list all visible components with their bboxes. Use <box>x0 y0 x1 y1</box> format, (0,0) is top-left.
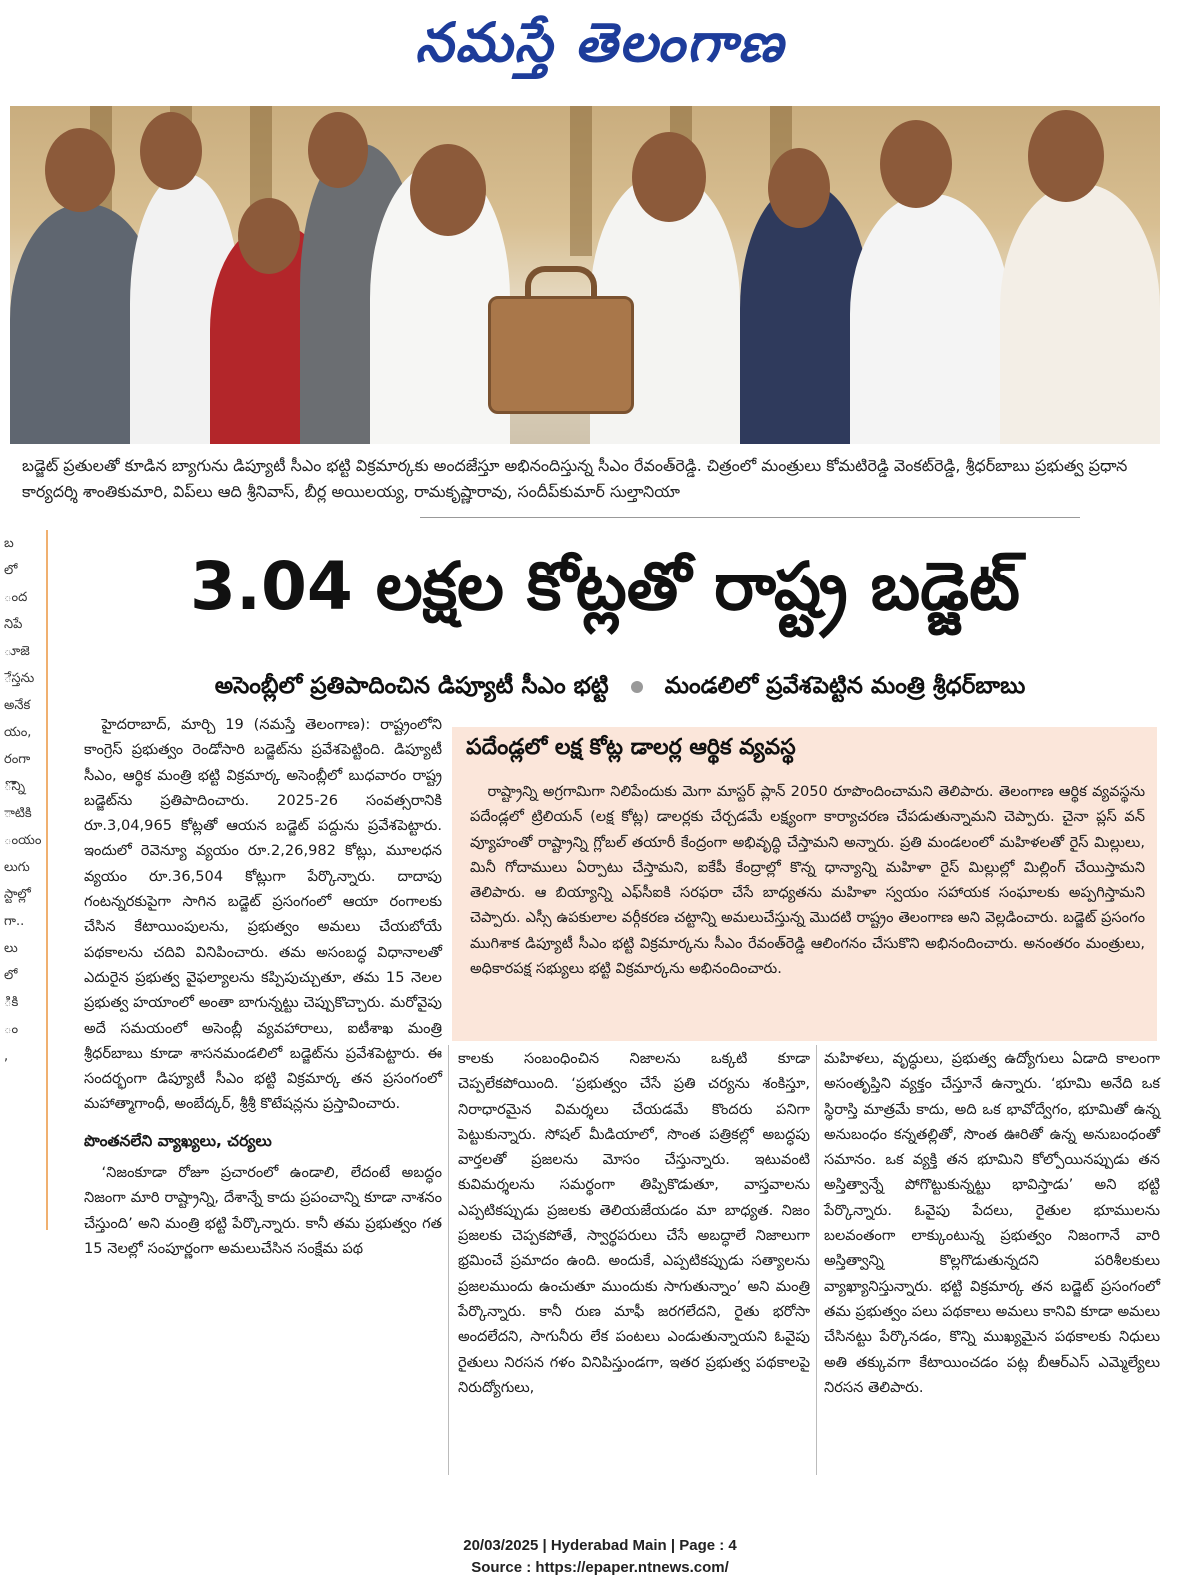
fragment-line: ొన్ని <box>4 779 26 794</box>
person-head <box>880 120 952 208</box>
highlight-box <box>452 727 1157 1041</box>
fragment-line: నిపే <box>4 617 23 632</box>
article-column-3 <box>824 1046 1160 1400</box>
person-head <box>45 128 115 212</box>
person-head <box>410 144 486 236</box>
fragment-line: రంగా <box>4 752 31 767</box>
subheadline <box>60 668 1180 704</box>
fragment-line: యం, <box>4 725 32 740</box>
fragment-line: లో <box>4 968 18 983</box>
section-subheading: పొంతనలేని వ్యాఖ్యలు, చర్యలు <box>84 1131 272 1150</box>
page-footer <box>0 1535 1200 1579</box>
fragment-line: లుగు <box>4 860 30 875</box>
box-paragraph: రాష్ట్రాన్ని అగ్రగామిగా నిలిపేందుకు మెగా మాస్టర్ ప్లాన్ 2050 రూపొందించామని తెలిపారు. తెలంగాణ ఆర్థిక వ్యవస్థను పదేండ్లలో ట్రిలియన్ (లక్ష కోట్ల) డాలర్లకు చేర్చడమే లక్ష్యంగా కార్యాచరణ చేపడుతున్నామని చెప్పారు. చైనా ప్లస్ వన్ వ్యూహంతో రాష్ట్రాన్ని గ్లోబల్ తయారీ కేంద్రంగా అభివృద్ధి చేస్తామని అన్నారు. ప్రతి మండలంలో మహిళలతో రైస్ మిల్లులు, మినీ గోదాములు ఏర్పాటు చేస్తామని, ఐకేపీ కేంద్రాల్లో కొన్న ధాన్యాన్ని మహిళా రైస్ మిల్లుల్లో మిల్లింగ్ చేయిస్తామని తెలిపారు. ఆ బియ్యాన్ని ఎఫ్‌సీఐకి సరఫరా చేసే బాధ్యతను మహిళా స్వయం సహాయక సంఘాలకు అప్పగిస్తామని చెప్పారు. ఎస్సీ ఉపకులాల వర్గీకరణ చట్టాన్ని అమలుచేస్తున్న మొదటి రాష్ట్రం తెలంగాణ అని వెల్లడించారు. బడ్జెట్ ప్రసంగం ముగిశాక డిప్యూటీ సీఎం భట్టి విక్రమార్కను సీఎం రేవంత్‌రెడ్డి ఆలింగనం చేసుకొని అభినందించారు. అనంతరం మంత్రులు, అధికారపక్ష సభ్యులు భట్టి విక్రమార్కను అభినందించారు. <box>470 783 1145 978</box>
fragment-line: లో <box>4 563 18 578</box>
person-head <box>632 132 706 222</box>
footer-edition-line: 20/03/2025 | Hyderabad Main | Page : 4 <box>463 1537 737 1554</box>
adjacent-article-fragment <box>0 530 48 1230</box>
subheadline-right: మండలిలో ప్రవేశపెట్టిన మంత్రి శ్రీధర్‌బాబు <box>664 673 1026 699</box>
fragment-line: ాటికి <box>4 806 32 821</box>
bullet-icon <box>631 681 643 693</box>
person-head <box>308 112 368 188</box>
fragment-line: ూజె <box>4 644 30 659</box>
fragment-line: ేస్తను <box>4 671 35 686</box>
column-divider <box>816 1045 817 1475</box>
fragment-line: ంయం <box>4 833 42 848</box>
person-figure <box>850 194 1010 444</box>
photo-caption: బడ్జెట్ ప్రతులతో కూడిన బ్యాగును డిప్యూటీ సీఎం భట్టి విక్రమార్కకు అందజేస్తూ అభినందిస్తున్న సీఎం రేవంత్‌రెడ్డి. చిత్రంలో మంత్రులు కోమటిరెడ్డి వెంకట్‌రెడ్డి, శ్రీధర్‌బాబు ప్రభుత్వ ప్రధాన కార్యదర్శి శాంతికుమారి, విప్‌లు ఆది శ్రీనివాస్, బీర్ల అయిలయ్య, రామకృష్ణారావు, సందీప్‌కుమార్ సుల్తానియా <box>22 456 1128 501</box>
article-column-1 <box>84 712 442 1261</box>
fragment-line: ం <box>4 1022 19 1037</box>
subheadline-left: అసెంబ్లీలో ప్రతిపాదించిన డిప్యూటీ సీఎం భట్టి <box>214 673 609 699</box>
article-paragraph: హైదరాబాద్, మార్చి 19 (నమస్తే తెలంగాణ): రాష్ట్రంలోని కాంగ్రెస్ ప్రభుత్వం రెండోసారి బడ్జెట్‌ను ప్రవేశపెట్టింది. డిప్యూటీ సీఎం, ఆర్థిక మంత్రి భట్టి విక్రమార్క అసెంబ్లీలో బుధవారం రాష్ట్ర బడ్జెట్‌ను ప్రతిపాదించారు. 2025-26 సంవత్సరానికి రూ.3,04,965 కోట్లతో ఆయన బడ్జెట్ పద్దును ప్రవేశపెట్టారు. ఇందులో రెవెన్యూ వ్యయం రూ.2,26,982 కోట్లు, మూలధన వ్యయం రూ.36,504 కోట్లుగా పేర్కొన్నారు. దాదాపు గంటన్నరకుపైగా సాగిన బడ్జెట్ ప్రసంగంలో ఆయా రంగాలకు చేసిన కేటాయింపులను, ప్రభుత్వం అమలు చేయబోయే పథకాలను చదివి వినిపించారు. తమ అసంబద్ధ విధానాలతో ఎదురైన ప్రభుత్వ వైఫల్యాలను కప్పిపుచ్చుతూ, తమ 15 నెలల ప్రభుత్వ హయాంలో అంతా బాగున్నట్టు చెప్పుకొచ్చారు. మరోవైపు అదే సమయంలో అసెంబ్లీ వ్యవహారాలు, ఐటీశాఖ మంత్రి శ్రీధర్‌బాబు కూడా శాసనమండలిలో బడ్జెట్‌ను ప్రవేశపెట్టారు. ఈ సందర్భంగా డిప్యూటీ సీఎం భట్టి విక్రమార్క తన ప్రసంగంలో మహాత్మాగాంధీ, అంబేద్కర్, శ్రీశ్రీ కొటేషన్లను ప్రస్తావించారు. <box>84 716 442 1113</box>
person-figure <box>1000 184 1160 444</box>
person-head <box>1028 110 1104 202</box>
fragment-line: ంద <box>4 590 28 605</box>
fragment-line: స్టాల్లో <box>4 887 31 902</box>
column-divider <box>448 1045 449 1475</box>
footer-source-line: Source : https://epaper.ntnews.com/ <box>471 1559 729 1576</box>
article-paragraph: మహిళలు, వృద్ధులు, ప్రభుత్వ ఉద్యోగులు ఏడాది కాలంగా అసంతృప్తిని వ్యక్తం చేస్తూనే ఉన్నారు. ‘భూమి అనేది ఒక స్థిరాస్తి మాత్రమే కాదు, అది ఒక భావోద్వేగం, భూమితో ఉన్న అనుబంధం కన్నతల్లితో, సొంత ఊరితో ఉన్న అనుబంధంతో సమానం. ఒక వ్యక్తి తన భూమిని కోల్పోయినప్పుడు తన అస్తిత్వాన్నే పోగొట్టుకున్నట్టు భావిస్తాడు’ అని భట్టి పేర్కొన్నారు. ఓవైపు పేదలు, రైతుల భూములను బలవంతంగా లాక్కుంటున్న ప్రభుత్వం నిజంగానే వారి అస్తిత్వాన్ని కొల్లగొడుతున్నదని పరిశీలకులు వ్యాఖ్యానిస్తున్నారు. భట్టి విక్రమార్క తన బడ్జెట్ ప్రసంగంలో తమ ప్రభుత్వం పలు పథకాలు అమలు కానివి కూడా అమలు చేసినట్టు పేర్కొనడం, కొన్ని ముఖ్యమైన పథకాలకు నిధులు అతి తక్కువగా కేటాయించడం పట్ల బీఆర్‌ఎస్ ఎమ్మెల్యేలు నిరసన తెలిపారు. <box>824 1050 1160 1396</box>
article-paragraph: ‘నిజంకూడా రోజూ ప్రచారంలో ఉండాలి, లేదంటే అబద్ధం నిజంగా మారి రాష్ట్రాన్ని, దేశాన్నే కాదు ప్రపంచాన్ని కూడా నాశనం చేస్తుంది’ అని మంత్రి భట్టి పేర్కొన్నారు. కానీ తమ ప్రభుత్వం గత 15 నెలల్లో సంపూర్ణంగా అమలుచేసిన సంక్షేమ పథ <box>84 1164 442 1257</box>
news-photo <box>10 106 1160 444</box>
divider <box>420 517 1080 518</box>
budget-briefcase <box>488 296 634 414</box>
person-head <box>238 198 300 274</box>
person-head <box>140 112 202 190</box>
box-body <box>470 779 1145 981</box>
box-title: పదేండ్లలో లక్ష కోట్ల డాలర్ల ఆర్థిక వ్యవస్థ <box>466 735 796 760</box>
fragment-line: గా.. <box>4 914 25 929</box>
newspaper-masthead: నమస్తే తెలంగాణ <box>415 11 785 74</box>
wall-panel <box>570 106 592 256</box>
fragment-line: అనేక <box>4 698 31 713</box>
headline: 3.04 లక్షల కోట్లతో రాష్ట్ర బడ్జెట్ <box>190 548 1020 625</box>
fragment-line: లు <box>4 941 18 956</box>
fragment-line: , <box>4 1049 9 1064</box>
person-head <box>768 148 830 228</box>
article-column-2 <box>458 1046 810 1400</box>
fragment-line: ికి <box>4 995 19 1010</box>
article-paragraph: కాలకు సంబంధించిన నిజాలను ఒక్కటి కూడా చెప్పలేకపోయింది. ‘ప్రభుత్వం చేసే ప్రతి చర్యను శంకిస్తూ, నిరాధారమైన విమర్శలు చేయడమే కొందరు పనిగా పెట్టుకున్నారు. సోషల్ మీడియాలో, సొంత పత్రికల్లో అబద్ధపు వార్తలతో ప్రజలను మోసం చేస్తున్నారు. ఇటువంటి కువిమర్శలను సమర్థంగా తిప్పికొడుతూ, వాస్తవాలను ఎప్పటికప్పుడు ప్రజలకు తెలియజేయడం మా బాధ్యత. నిజం ప్రజలకు చెప్పకపోతే, స్వార్థపరులు చేసే అబద్ధాలే నిజాలుగా భ్రమించే ప్రమాదం ఉంది. అందుకే, ఎప్పటికప్పుడు సత్యాలను ప్రజలముందు ఉంచుతూ ముందుకు సాగుతున్నాం’ అని మంత్రి పేర్కొన్నారు. కానీ రుణ మాఫీ జరగలేదని, రైతు భరోసా అందలేదని, సాగునీరు లేక పంటలు ఎండుతున్నాయని ఓవైపు రైతులు నిరసన గళం వినిపిస్తుండగా, ఇతర ప్రభుత్వ పథకాలపై నిరుద్యోగులు, <box>458 1050 810 1396</box>
fragment-line: బ <box>4 536 14 551</box>
